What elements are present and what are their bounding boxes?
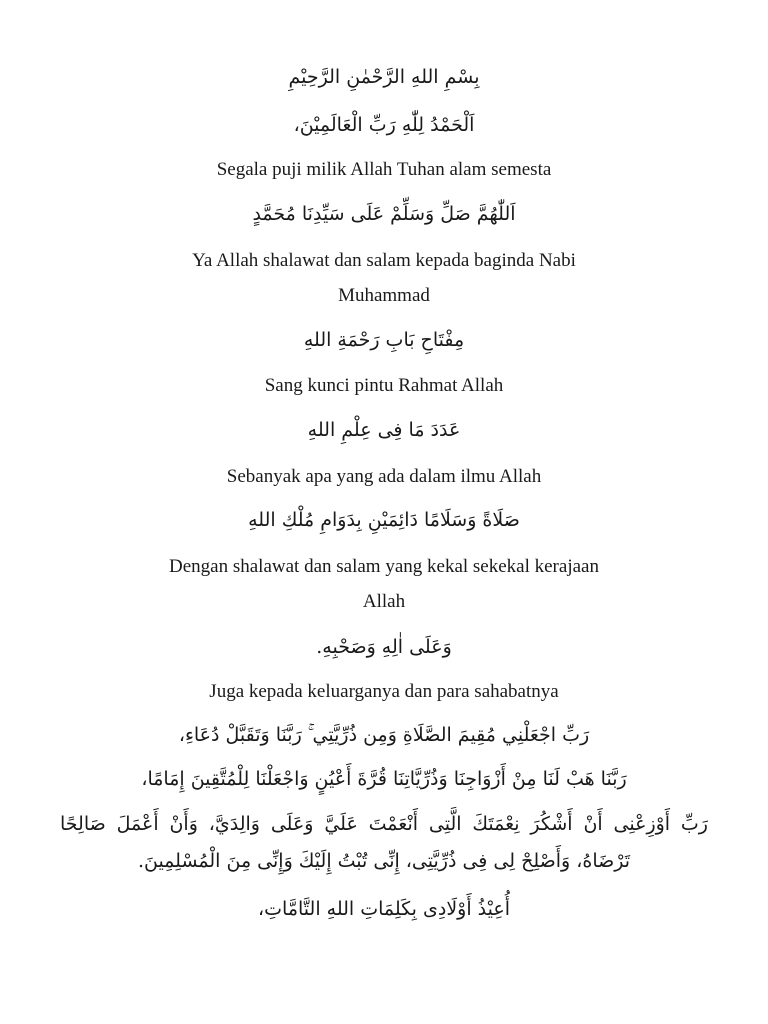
shalawat-translation-line-2: Muhammad	[338, 285, 430, 306]
shalawat-translation-line-1: Ya Allah shalawat dan salam kepada baginda Nabi	[192, 250, 576, 271]
shalatan-arabic-line: صَلَاةً وَسَلَامًا دَائِمَيْنِ بِدَوَامِ مُلْكِ اللهِ	[248, 509, 520, 531]
miftah-arabic-line: مِفْتَاحِ بَابِ رَحْمَةِ اللهِ	[303, 329, 465, 351]
adada-arabic-line: عَدَدَ مَا فِى عِلْمِ اللهِ	[307, 419, 461, 441]
wa-ala-alihi-translation-line: Juga kepada keluarganya dan para sahabatnya	[209, 681, 559, 702]
hamdalah-arabic-line: اَلْحَمْدُ لِلّٰهِ رَبِّ الْعَالَمِيْنَ،	[293, 114, 475, 136]
shalatan-translation-line-1: Dengan shalawat dan salam yang kekal sekekal kerajaan	[169, 556, 599, 577]
basmalah-line: بِسْمِ اللهِ الرَّحْمٰنِ الرَّحِيْمِ	[288, 66, 480, 88]
wa-ala-alihi-arabic-line: وَعَلَى اٰلِهِ وَصَحْبِهِ.	[316, 636, 452, 658]
shalawat-arabic-line: اَللّٰهُمَّ صَلِّ وَسَلِّمْ عَلَى سَيِّدِنَا مُحَمَّدٍ	[252, 203, 516, 225]
doa-rabbana-hablana-line: رَبَّنَا هَبْ لَنَا مِنْ أَزْوَاجِنَا وَذُرِّيَّاتِنَا قُرَّةَ أَعْيُنٍ وَاجْعَلْنَا لِلْمُتَّقِينَ إِمَامًا،	[141, 768, 627, 790]
miftah-translation-line: Sang kunci pintu Rahmat Allah	[264, 375, 504, 396]
doa-awzi-ni-line-2: تَرْضَاهُ، وَأَصْلِحْ لِى فِى ذُرِّيَّتِى، إِنِّى تُبْتُ إِلَيْكَ وَإِنِّى مِنَ الْمُسْلِمِينَ.	[137, 850, 631, 872]
hamdalah-translation-line: Segala puji milik Allah Tuhan alam semesta	[216, 159, 552, 180]
adada-translation-line: Sebanyak apa yang ada dalam ilmu Allah	[226, 466, 542, 487]
doa-uidzu-line: أُعِيْذُ أَوْلَادِى بِكَلِمَاتِ اللهِ التَّامَّاتِ،	[258, 898, 510, 920]
doa-muqima-shalat-line: رَبِّ اجْعَلْنِي مُقِيمَ الصَّلَاةِ وَمِن ذُرِّيَّتِي ۚ رَبَّنَا وَتَقَبَّلْ دُعَاءِ،	[178, 724, 590, 746]
shalatan-translation-line-2: Allah	[362, 591, 406, 612]
doa-awzi-ni-line-1: رَبِّ أَوْزِعْنِى أَنْ أَشْكُرَ نِعْمَتَكَ الَّتِى أَنْعَمْتَ عَلَيَّ وَعَلَى وَالِدَيَّ، وَأَنْ أَعْمَلَ صَالِحًا	[60, 813, 708, 835]
